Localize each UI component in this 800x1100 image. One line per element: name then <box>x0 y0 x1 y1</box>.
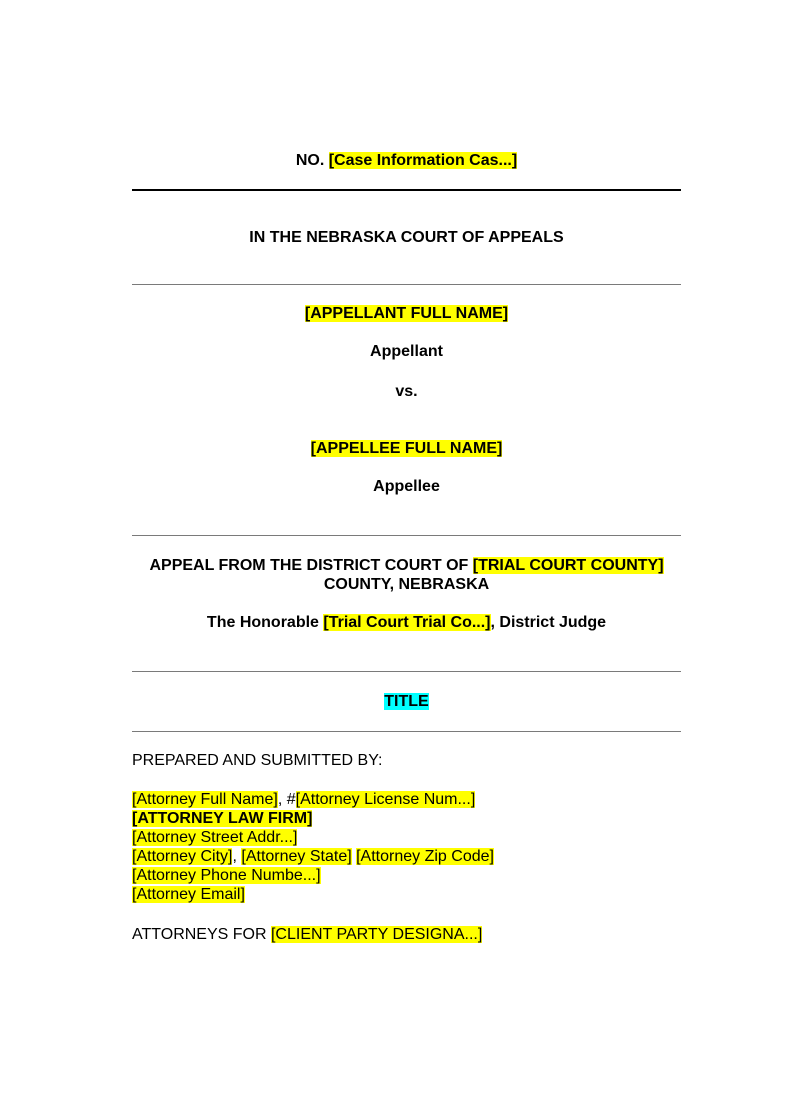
case-number-label: NO. <box>295 152 329 169</box>
city-separator: , <box>232 848 242 865</box>
appeal-from-line <box>132 556 681 575</box>
appellee-line <box>132 439 681 458</box>
appellant-role: Appellant <box>370 343 443 360</box>
city-state-zip-line <box>132 847 681 866</box>
attorney-zip-field[interactable]: [Attorney Zip Code] <box>356 848 494 865</box>
title-field[interactable]: TITLE <box>384 693 429 710</box>
attorneys-for-line <box>132 925 681 944</box>
attorney-name-field[interactable]: [Attorney Full Name] <box>132 791 278 808</box>
judge-suffix: , District Judge <box>490 614 607 631</box>
rule-below-title <box>132 731 681 732</box>
attorneys-for-label: ATTORNEYS FOR <box>132 926 271 943</box>
rule-under-parties <box>132 535 681 536</box>
judge-prefix: The Honorable <box>206 614 324 631</box>
trial-court-county-field[interactable]: [TRIAL COURT COUNTY] <box>472 557 664 574</box>
case-number-field[interactable]: [Case Information Cas...] <box>328 152 518 169</box>
attorney-name-line <box>132 790 681 809</box>
case-number-line <box>132 151 681 170</box>
license-separator: , # <box>277 791 296 808</box>
law-firm-field[interactable]: [ATTORNEY LAW FIRM] <box>132 810 313 827</box>
attorney-email-field[interactable]: [Attorney Email] <box>132 886 245 903</box>
title-line <box>132 692 681 711</box>
appellee-role: Appellee <box>373 478 440 495</box>
attorney-phone-field[interactable]: [Attorney Phone Numbe...] <box>132 867 321 884</box>
street-line <box>132 828 681 847</box>
attorney-state-field[interactable]: [Attorney State] <box>241 848 352 865</box>
attorney-street-field[interactable]: [Attorney Street Addr...] <box>132 829 298 846</box>
email-line <box>132 885 681 904</box>
versus-text: vs. <box>395 383 418 400</box>
appeal-state-line: COUNTY, NEBRASKA <box>323 576 490 593</box>
trial-judge-field[interactable]: [Trial Court Trial Co...] <box>323 614 491 631</box>
attorney-license-field[interactable]: [Attorney License Num...] <box>295 791 476 808</box>
judge-line <box>132 613 681 632</box>
appellee-name-field[interactable]: [APPELLEE FULL NAME] <box>310 440 503 457</box>
rule-under-court <box>132 284 681 285</box>
court-heading: IN THE NEBRASKA COURT OF APPEALS <box>249 229 564 246</box>
appellant-name-field[interactable]: [APPELLANT FULL NAME] <box>304 305 509 322</box>
attorney-city-field[interactable]: [Attorney City] <box>132 848 233 865</box>
rule-above-title <box>132 671 681 672</box>
appeal-from-label: APPEAL FROM THE DISTRICT COURT OF <box>149 557 473 574</box>
law-firm-line <box>132 809 681 828</box>
appellant-line <box>132 304 681 323</box>
prepared-by-label: PREPARED AND SUBMITTED BY: <box>132 752 383 769</box>
phone-line <box>132 866 681 885</box>
client-party-field[interactable]: [CLIENT PARTY DESIGNA...] <box>270 926 483 943</box>
rule-under-case-number <box>132 189 681 191</box>
